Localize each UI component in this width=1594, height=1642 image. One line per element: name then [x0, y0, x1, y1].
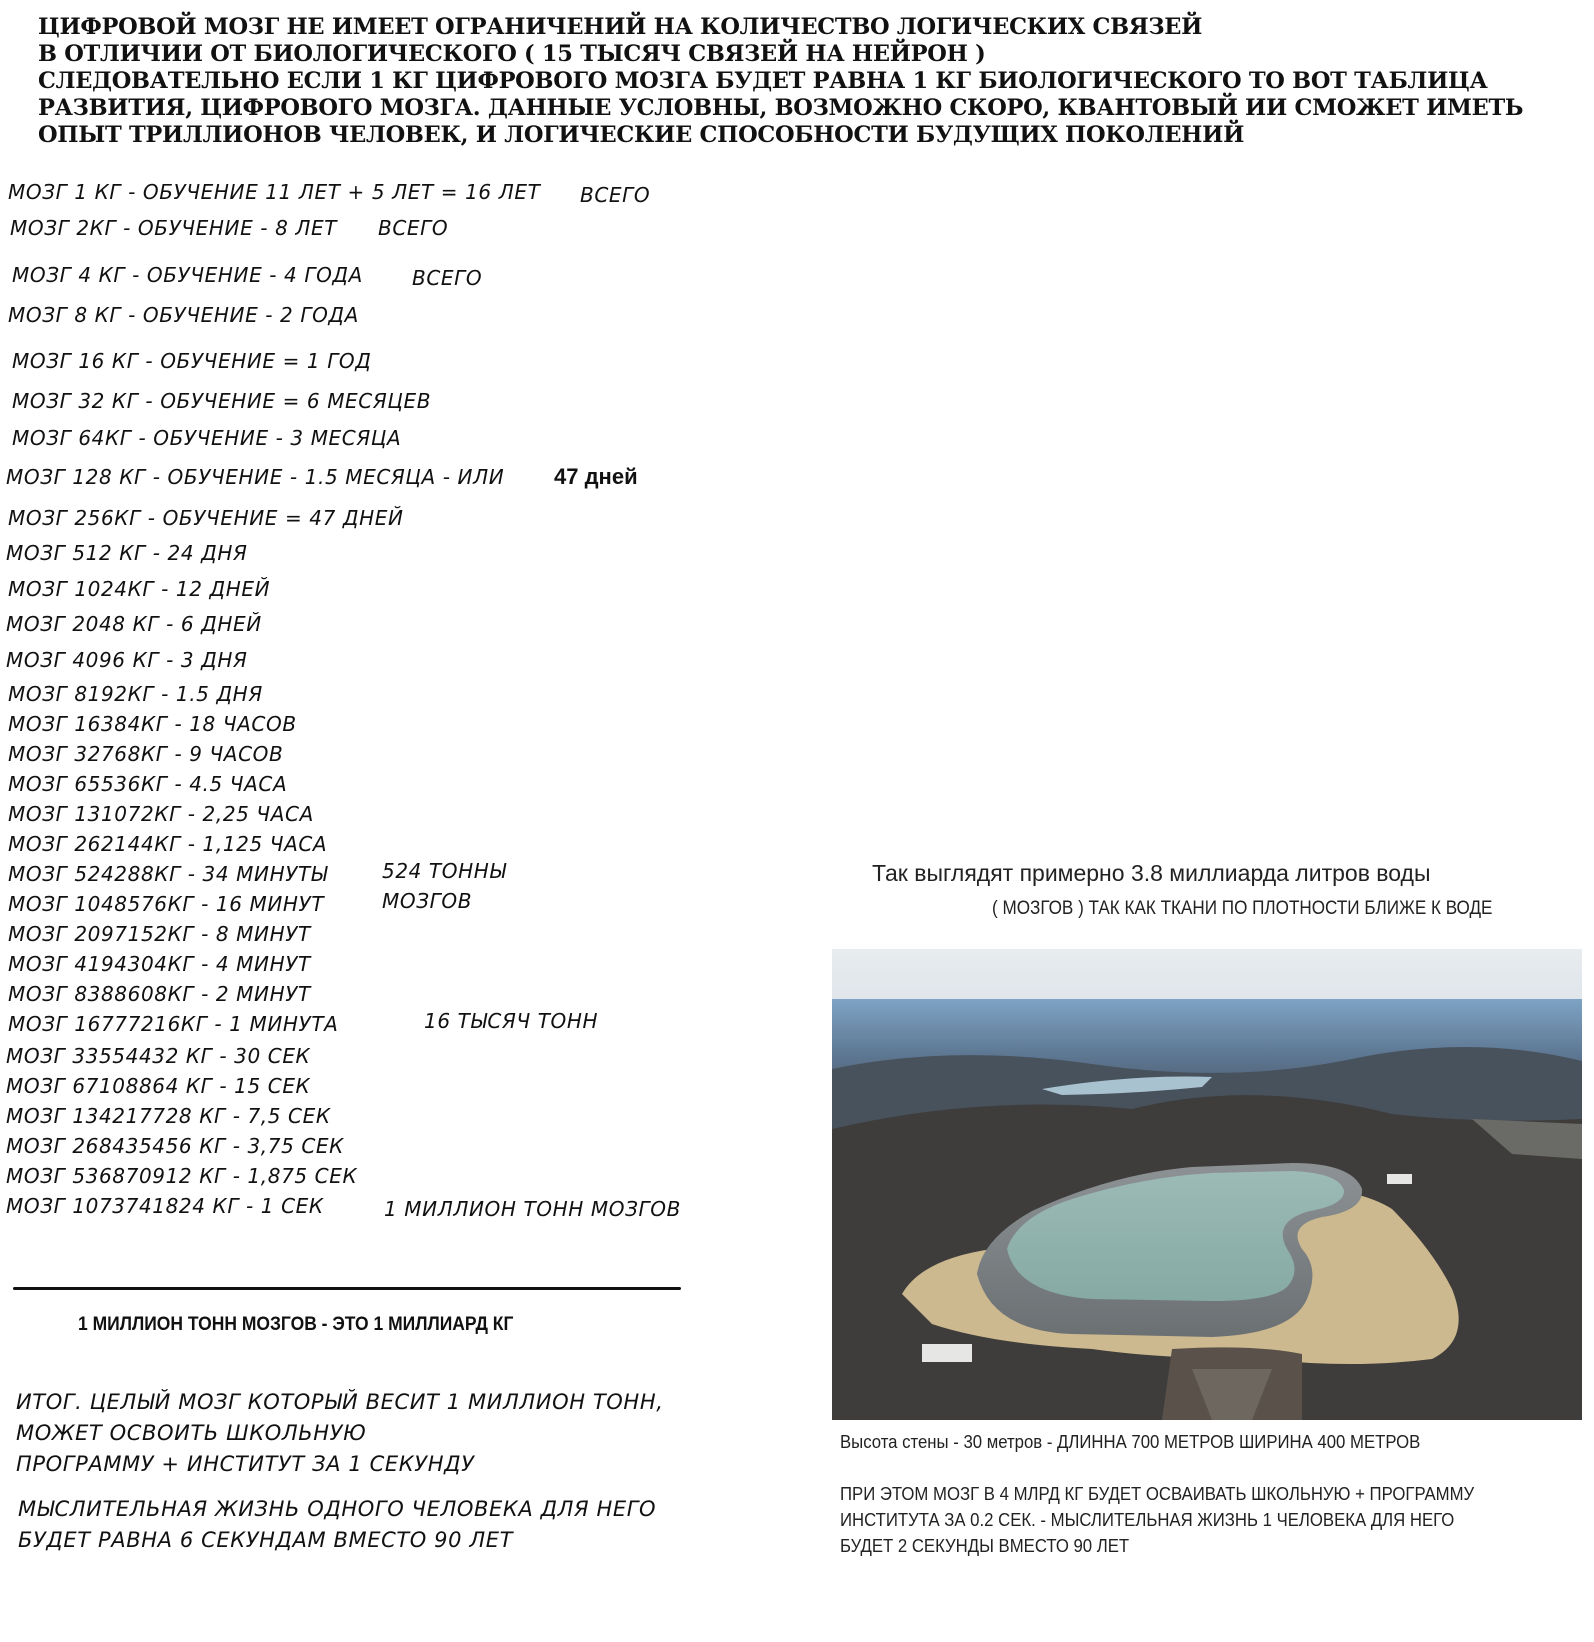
table-row: МОЗГ 8192КГ - 1.5 ДНЯ: [8, 682, 263, 706]
life-line: МЫСЛИТЕЛЬНАЯ ЖИЗНЬ ОДНОГО ЧЕЛОВЕКА ДЛЯ НЕГО: [18, 1497, 657, 1521]
table-row: МОЗГ 1048576КГ - 16 МИНУТ: [8, 892, 325, 916]
table-row: МОЗГ 33554432 КГ - 30 СЕК: [6, 1044, 311, 1068]
life-line: БУДЕТ РАВНА 6 СЕКУНДАМ ВМЕСТО 90 ЛЕТ: [18, 1528, 514, 1552]
table-row: МОЗГ 4096 КГ - 3 ДНЯ: [6, 648, 248, 672]
conclusion-line: МОЖЕТ ОСВОИТЬ ШКОЛЬНУЮ: [16, 1421, 367, 1445]
table-row: МОЗГ 67108864 КГ - 15 СЕК: [6, 1074, 311, 1098]
footnote-line: БУДЕТ 2 СЕКУНДЫ ВМЕСТО 90 ЛЕТ: [840, 1536, 1130, 1556]
row-note: 16 ТЫСЯЧ ТОНН: [424, 1009, 599, 1033]
table-row: МОЗГ 32 КГ - ОБУЧЕНИЕ = 6 МЕСЯЦЕВ: [12, 389, 432, 413]
row-note: МОЗГОВ: [382, 889, 473, 913]
table-row: МОЗГ 1 КГ - ОБУЧЕНИЕ 11 ЛЕТ + 5 ЛЕТ = 16 ЛЕТ: [8, 180, 541, 204]
table-row: МОЗГ 1073741824 КГ - 1 СЕК: [6, 1194, 324, 1218]
heading-line: РАЗВИТИЯ, ЦИФРОВОГО МОЗГА. ДАННЫЕ УСЛОВНЫ, ВОЗМОЖНО СКОРО, КВАНТОВЫЙ ИИ СМОЖЕТ ИМЕТЬ: [38, 95, 1524, 121]
table-row: МОЗГ 1024КГ - 12 ДНЕЙ: [8, 577, 271, 601]
footnote-line: ИНСТИТУТА ЗА 0.2 СЕК. - МЫСЛИТЕЛЬНАЯ ЖИЗНЬ 1 ЧЕЛОВЕКА ДЛЯ НЕГО: [840, 1510, 1455, 1530]
table-row: МОЗГ 16384КГ - 18 ЧАСОВ: [8, 712, 297, 736]
equivalence-note: 1 МИЛЛИОН ТОНН МОЗГОВ - ЭТО 1 МИЛЛИАРД КГ: [78, 1314, 514, 1335]
heading-line: В ОТЛИЧИИ ОТ БИОЛОГИЧЕСКОГО ( 15 ТЫСЯЧ СВЯЗЕЙ НА НЕЙРОН ): [38, 41, 986, 67]
row-note: ВСЕГО: [378, 216, 449, 240]
table-row: МОЗГ 16 КГ - ОБУЧЕНИЕ = 1 ГОД: [12, 349, 372, 373]
row-note: ВСЕГО: [580, 183, 651, 207]
table-row: МОЗГ 65536КГ - 4.5 ЧАСА: [8, 772, 288, 796]
table-row: МОЗГ 512 КГ - 24 ДНЯ: [6, 541, 248, 565]
dimensions-text: Высота стены - 30 метров - ДЛИННА 700 МЕТРОВ ШИРИНА 400 МЕТРОВ: [840, 1432, 1421, 1452]
table-row: МОЗГ 128 КГ - ОБУЧЕНИЕ - 1.5 МЕСЯЦА - ИЛИ: [6, 465, 505, 489]
table-row: МОЗГ 16777216КГ - 1 МИНУТА: [8, 1012, 339, 1036]
table-row: МОЗГ 134217728 КГ - 7,5 СЕК: [6, 1104, 331, 1128]
table-row: МОЗГ 262144КГ - 1,125 ЧАСА: [8, 832, 328, 856]
photo-caption-title: Так выглядят примерно 3.8 миллиарда литров воды: [872, 860, 1431, 886]
row-note: 1 МИЛЛИОН ТОНН МОЗГОВ: [384, 1197, 681, 1221]
table-row: МОЗГ 2097152КГ - 8 МИНУТ: [8, 922, 311, 946]
table-row: МОЗГ 32768КГ - 9 ЧАСОВ: [8, 742, 284, 766]
underline-divider: [13, 1287, 681, 1290]
table-row: МОЗГ 131072КГ - 2,25 ЧАСА: [8, 802, 314, 826]
conclusion-line: ИТОГ. ЦЕЛЫЙ МОЗГ КОТОРЫЙ ВЕСИТ 1 МИЛЛИОН ТОНН,: [16, 1390, 664, 1414]
row-note-bold: 47 дней: [554, 464, 638, 489]
table-row: МОЗГ 524288КГ - 34 МИНУТЫ: [8, 862, 328, 886]
row-note: ВСЕГО: [412, 266, 483, 290]
table-row: МОЗГ 4194304КГ - 4 МИНУТ: [8, 952, 311, 976]
table-row: МОЗГ 8 КГ - ОБУЧЕНИЕ - 2 ГОДА: [8, 303, 359, 327]
heading-line: ЦИФРОВОЙ МОЗГ НЕ ИМЕЕТ ОГРАНИЧЕНИЙ НА КОЛИЧЕСТВО ЛОГИЧЕСКИХ СВЯЗЕЙ: [38, 14, 1203, 40]
table-row: МОЗГ 2КГ - ОБУЧЕНИЕ - 8 ЛЕТ: [10, 216, 338, 240]
table-row: МОЗГ 64КГ - ОБУЧЕНИЕ - 3 МЕСЯЦА: [12, 426, 402, 450]
row-note: 524 ТОННЫ: [382, 859, 507, 883]
table-row: МОЗГ 536870912 КГ - 1,875 СЕК: [6, 1164, 358, 1188]
heading-line: ОПЫТ ТРИЛЛИОНОВ ЧЕЛОВЕК, И ЛОГИЧЕСКИЕ СПОСОБНОСТИ БУДУЩИХ ПОКОЛЕНИЙ: [38, 122, 1245, 148]
conclusion-line: ПРОГРАММУ + ИНСТИТУТ ЗА 1 СЕКУНДУ: [16, 1452, 475, 1476]
footnote-line: ПРИ ЭТОМ МОЗГ В 4 МЛРД КГ БУДЕТ ОСВАИВАТЬ ШКОЛЬНУЮ + ПРОГРАММУ: [840, 1484, 1475, 1504]
table-row: МОЗГ 268435456 КГ - 3,75 СЕК: [6, 1134, 344, 1158]
table-row: МОЗГ 8388608КГ - 2 МИНУТ: [8, 982, 311, 1006]
reservoir-photo: [832, 949, 1582, 1420]
photo-caption-subtitle: ( МОЗГОВ ) ТАК КАК ТКАНИ ПО ПЛОТНОСТИ БЛИЖЕ К ВОДЕ: [992, 898, 1493, 919]
table-row: МОЗГ 256КГ - ОБУЧЕНИЕ = 47 ДНЕЙ: [8, 506, 404, 530]
heading-line: СЛЕДОВАТЕЛЬНО ЕСЛИ 1 КГ ЦИФРОВОГО МОЗГА БУДЕТ РАВНА 1 КГ БИОЛОГИЧЕСКОГО ТО ВОТ ТАБЛИЦА: [38, 68, 1488, 94]
table-row: МОЗГ 2048 КГ - 6 ДНЕЙ: [6, 612, 262, 636]
reservoir-image-icon: [832, 949, 1582, 1420]
table-row: МОЗГ 4 КГ - ОБУЧЕНИЕ - 4 ГОДА: [12, 263, 363, 287]
